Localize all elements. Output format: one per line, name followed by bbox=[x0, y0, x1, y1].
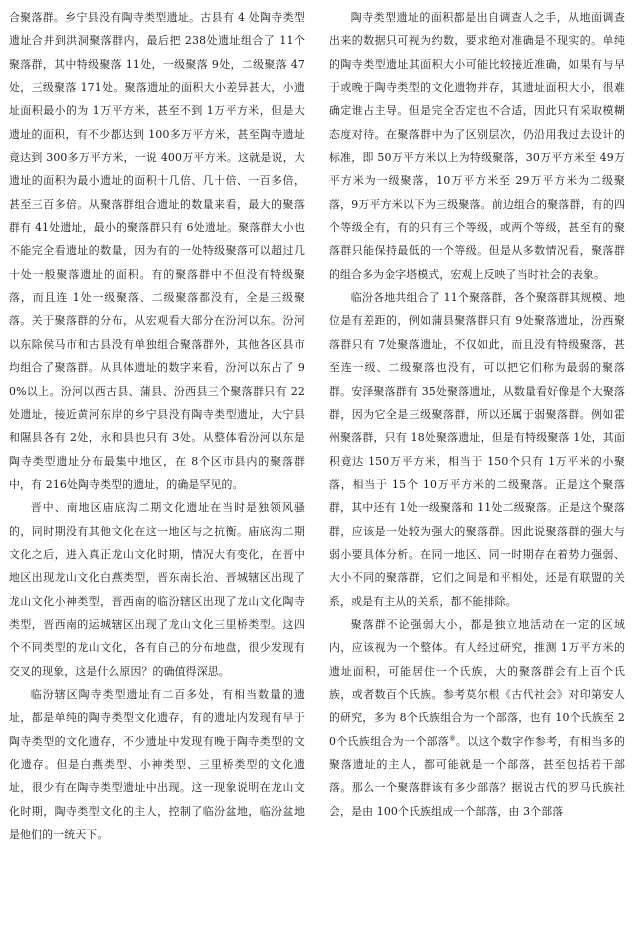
paragraph-text: 。以这个数字作参考，有相当多的聚落遗址的主人，都可能就是一个部落，甚至包括若干部落。那么一个聚落群该有多少部落？据说古代的罗马氏族社会，是由 100个氏族组成一个部落，由 3个部落 bbox=[329, 734, 625, 818]
paragraph-text: 聚落群不论强弱大小，都是独立地活动在一定的区域内，应该视为一个整体。有人经过研究，推测 1万平方米的遗址面积，可能居住一个氏族，大的聚落群会有上百个氏族，或者数百个氏族。参考莫尔根《古代社会》对印第安人的研究，多为 8个氏族组合为一个部落，也有 10个氏族至 20个氏族组合为一个部落 bbox=[329, 617, 625, 748]
paragraph: 陶寺类型遗址的面积都是出自调查人之手，从地面调查出来的数据只可视为约数，要求绝对准确是不现实的。单纯的陶寺类型遗址其面积大小可能比较接近准确，如果有与早于或晚于陶寺类型的文化遗物并存，其遗址面积大小，很难确定谁占主导。但是完全否定也不合适，因此只有采取模糊态度对待。在聚落群中为了区别层次，仍沿用我过去设计的标准，即 50万平方米以上为特级聚落，30万平方米至 49万平方米为一级聚落，10万平方米至 29万平方米为二级聚落，9万平方米以下为三级聚落。前边组合的聚落群，有的四个等级全有，有的只有三个等级，或两个等级，甚至有的聚落群只能保持最低的一个等级。但是从多数情况看，聚落群的组合多为金字塔模式，宏观上反映了当时社会的表象。 bbox=[329, 11, 625, 281]
right-column bbox=[329, 6, 625, 823]
paragraph: 合聚落群。乡宁县没有陶寺类型遗址。古县有 4 处陶寺类型遗址合并到洪洞聚落群内，最后把 238处遗址组合了 11个聚落群，其中特级聚落 11处，一级聚落 9处，二级聚落 47处，三级聚落 171处。聚落遗址的面积大小差异甚大，小遗址面积最小的为 1万平方米，甚至不到 1万平方米，但是大遗址的面积，有不少都达到 100多万平方米，甚至陶寺遗址竟达到 300多万平方米，一说 400万平方米。这就是说，大遗址的面积为最小遗址的面积十几倍、几十倍、一百多倍，甚至三百多倍。从聚落群组合遗址的数量来看，最大的聚落群有 41处遗址，最小的聚落群只有 6处遗址。聚落群大小也不能完全看遗址的数量，因为有的一处特级聚落可以超过几十处一般聚落遗址的面积。有的聚落群中不但没有特级聚落，而且连 1处一级聚落、二级聚落都没有，全是三级聚落。关于聚落群的分布，从宏观看大部分在汾河以东。汾河以东除侯马市和古县没有单独组合聚落群外，其他各区县市均组合了聚落群。从具体遗址的数字来看，汾河以东占了 90%以上。汾河以西古县、蒲县、汾西县三个聚落群只有 22处遗址，接近黄河东岸的乡宁县没有陶寺类型遗址，大宁县和隰县各有 2处，永和县也只有 3处。从整体看汾河以东是陶寺类型遗址分布最集中地区，在 8个区市县内的聚落群中，有 216处陶寺类型的遗址，的确是罕见的。 bbox=[9, 11, 305, 491]
left-column bbox=[9, 6, 305, 846]
paragraph: 晋中、南地区庙底沟二期文化遗址在当时是独领风骚的，同时期没有其他文化在这一地区与之抗衡。庙底沟二期文化之后，进入真正龙山文化时期，情况大有变化，在晋中地区出现龙山文化白燕类型，晋东南长治、晋城辖区出现了龙山文化小神类型，晋西南的临汾辖区出现了龙山文化陶寺类型，晋西南的运城辖区出现了龙山文化三里桥类型。这四个不同类型的龙山文化，各有自己的分布地盘，很少发现有交叉的现象，这是什么原因？的确值得深思。 bbox=[9, 501, 305, 678]
paragraph bbox=[329, 613, 625, 823]
footnote-marker: ⑧ bbox=[449, 734, 456, 743]
paragraph: 临汾各地共组合了 11个聚落群，各个聚落群其规模、地位是有差距的，例如蒲县聚落群只有 9处聚落遗址，汾西聚落群只有 7处聚落遗址，不仅如此，而且没有特级聚落，甚至连一级、二级聚落也没有，可以把它们称为最弱的聚落群。安泽聚落群有 35处聚落遗址，从数量看好像是个大聚落群，因为它全是三级聚落群，所以还属于弱聚落群。例如霍州聚落群，只有 18处聚落遗址，但是有特级聚落 1处，其面积竟达 150万平方米，相当于 150个只有 1万平米的小聚落，相当于 15个 10万平方米的二级聚落。正是这个聚落群，其中还有 1处一级聚落和 11处二级聚落。正是这个聚落群，应该是一处较为强大的聚落群。因此说聚落群的强大与弱小要具体分析。在同一地区、同一时期存在着势力强弱、大小不同的聚落群，它们之间是和平相处，还是有联盟的关系，或是有主从的关系，都不能排除。 bbox=[329, 291, 625, 608]
paragraph: 临汾辖区陶寺类型遗址有二百多处，有相当数量的遗址，都是单纯的陶寺类型文化遗存，有的遗址内发现有早于陶寺类型的文化遗存，不少遗址中发现有晚于陶寺类型的文化遗存。但是白燕类型、小神类型、三里桥类型的文化遗址，很少有在陶寺类型遗址中出现。这一现象说明在龙山文化时期，陶寺类型文化的主人，控制了临汾盆地，临汾盆地是他们的一统天下。 bbox=[9, 687, 305, 842]
